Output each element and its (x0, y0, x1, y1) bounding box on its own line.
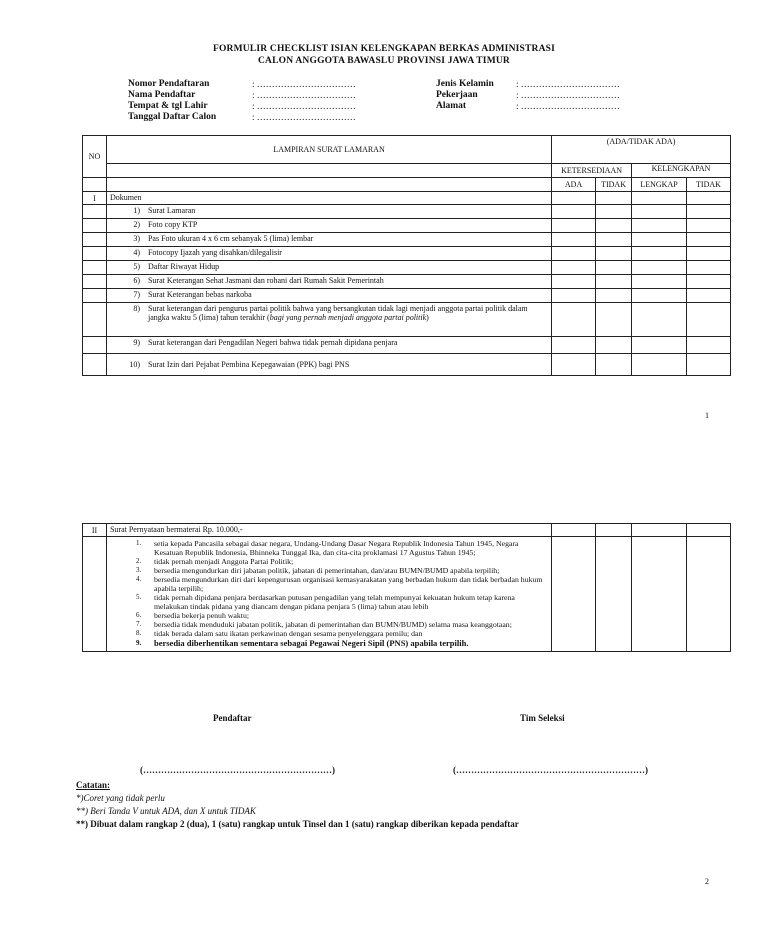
section-no: I (83, 192, 107, 205)
table-row (106, 261, 551, 275)
header-blank (106, 164, 551, 178)
header-no: NO (83, 136, 107, 178)
field-label: Nomor Pendaftaran (128, 79, 210, 89)
item-number: 5. (135, 593, 142, 601)
item-number: 6) (133, 276, 140, 285)
check-cell[interactable] (596, 192, 632, 205)
blank-cell (83, 354, 107, 376)
checklist-table-2 (82, 523, 731, 652)
signature-line-tim-seleksi[interactable]: (………………………………………………………) (453, 765, 648, 775)
blank-cell (83, 275, 107, 289)
list-item (136, 593, 548, 611)
item-number: 3) (133, 234, 140, 243)
item-number: 9. (135, 639, 142, 647)
blank-cell (83, 303, 107, 337)
header-lengkap: LENGKAP (632, 178, 687, 192)
header-ada: ADA (552, 178, 596, 192)
item-text: Surat Lamaran (147, 206, 196, 215)
check-cell[interactable] (552, 247, 596, 261)
item-text: Surat keterangan dari Pengadilan Negeri bahwa tidak pernah dipidana penjara (147, 338, 398, 347)
check-cell[interactable] (596, 233, 632, 247)
check-cell[interactable] (596, 219, 632, 233)
list-item (136, 611, 548, 620)
table-row (106, 289, 551, 303)
header-ketersediaan: KETERSEDIAAN (552, 164, 632, 178)
check-cell[interactable] (632, 192, 687, 205)
check-cell[interactable] (632, 275, 687, 289)
field-label: Nama Pendaftar (128, 90, 196, 100)
field-value[interactable]: : …………………………… (252, 90, 356, 100)
item-text: tidak pernah menjadi Anggota Partai Politik; (153, 557, 294, 566)
field-label: Tanggal Daftar Calon (128, 112, 217, 122)
item-text-end: ) (426, 313, 429, 322)
table-row (106, 275, 551, 289)
fields-right (436, 79, 620, 112)
item-text: Surat Izin dari Pejabat Pembina Kepegawaian (PPK) bagi PNS (147, 360, 350, 369)
check-cell[interactable] (552, 289, 596, 303)
check-cell[interactable] (552, 337, 596, 354)
check-cell[interactable] (632, 247, 687, 261)
page-number: 2 (705, 877, 709, 886)
check-cell[interactable] (552, 205, 596, 219)
check-cell[interactable] (552, 233, 596, 247)
check-cell[interactable] (552, 261, 596, 275)
check-cell[interactable] (552, 354, 596, 376)
item-text: bersedia mengundurkan diri jabatan politik, jabatan di pemerintahan, dan/atau BUMN/BUMD apabila terpilih; (153, 566, 500, 575)
blank-cell (83, 178, 107, 192)
item-text: setia kepada Pancasila sebagai dasar negara, Undang-Undang Dasar Negara Republik Indonesia Tahun 1945, Negara Kesatuan Republik Indonesia, Bhinneka Tunggal Ika, dan cita-cita proklamasi 17 Agustus Tahun 1945; (153, 539, 519, 557)
table-row (106, 205, 551, 219)
table-row (106, 303, 551, 337)
check-cell[interactable] (632, 337, 687, 354)
table-row (106, 337, 551, 354)
header-tidak: TIDAK (596, 178, 632, 192)
item-text: Fotocopy Ijazah yang disahkan/dilegalisir (147, 248, 282, 257)
field-value[interactable]: : …………………………… (516, 79, 620, 89)
field-value[interactable]: : …………………………… (516, 90, 620, 100)
check-cell[interactable] (552, 219, 596, 233)
check-cell[interactable] (596, 354, 632, 376)
check-cell[interactable] (596, 275, 632, 289)
check-cell[interactable] (552, 275, 596, 289)
check-cell[interactable] (687, 524, 731, 537)
field-value[interactable]: : …………………………… (516, 101, 620, 111)
check-cell[interactable] (596, 205, 632, 219)
statement-list (106, 537, 551, 652)
item-text: Foto copy KTP (147, 220, 198, 229)
signature-label-pendaftar: Pendaftar (213, 713, 252, 723)
check-cell[interactable] (596, 537, 632, 652)
fields-left (128, 79, 356, 123)
item-text: Daftar Riwayat Hidup (147, 262, 220, 271)
list-item (136, 629, 548, 638)
signature-line-pendaftar[interactable]: (………………………………………………………) (140, 765, 335, 775)
check-cell[interactable] (552, 524, 596, 537)
field-label: Tempat & tgl Lahir (128, 101, 208, 111)
item-number: 8. (135, 629, 142, 637)
blank-cell (106, 178, 551, 192)
check-cell[interactable] (632, 537, 687, 652)
item-text: tidak berada dalam satu ikatan perkawinan dengan sesama penyelenggara pemilu; dan (153, 629, 423, 638)
note-2: **) Beri Tanda V untuk ADA, dan X untuk TIDAK (76, 806, 256, 816)
field-value[interactable]: : …………………………… (252, 79, 356, 89)
item-text: Surat Keterangan bebas narkoba (147, 290, 252, 299)
check-cell[interactable] (687, 192, 731, 205)
checklist-table-1 (82, 135, 731, 376)
item-number: 7) (133, 290, 140, 299)
item-text-italic: bagi yang pernah menjadi anggota partai politik (269, 313, 427, 322)
check-cell[interactable] (596, 289, 632, 303)
table-row (106, 219, 551, 233)
item-number: 2. (135, 557, 142, 565)
check-cell[interactable] (687, 205, 731, 219)
list-item (136, 620, 548, 629)
header-lampiran: LAMPIRAN SURAT LAMARAN (106, 136, 551, 164)
notes-heading: Catatan: (76, 780, 110, 790)
item-text: Pas Foto ukuran 4 x 6 cm sebanyak 5 (lima) lembar (147, 234, 314, 243)
check-cell[interactable] (552, 303, 596, 337)
check-cell[interactable] (632, 303, 687, 337)
item-number: 7. (135, 620, 142, 628)
blank-cell (83, 219, 107, 233)
signature-label-tim-seleksi: Tim Seleksi (520, 713, 565, 723)
item-text: Surat keterangan dari pengurus partai politik bahwa yang bersangkutan tidak lagi menjadi anggota partai politik dalam jangka waktu 5 (lima) tahun terakhir ( (147, 304, 528, 322)
check-cell[interactable] (687, 337, 731, 354)
field-value[interactable]: : …………………………… (252, 101, 356, 111)
field-label: Jenis Kelamin (436, 79, 494, 89)
check-cell[interactable] (596, 524, 632, 537)
check-cell[interactable] (552, 192, 596, 205)
check-cell[interactable] (632, 524, 687, 537)
check-cell[interactable] (632, 219, 687, 233)
blank-cell (83, 247, 107, 261)
check-cell[interactable] (596, 247, 632, 261)
form-title: FORMULIR CHECKLIST ISIAN KELENGKAPAN BERKAS ADMINISTRASI (212, 44, 556, 54)
list-item (136, 575, 548, 593)
item-text: bersedia tidak menduduki jabatan politik, jabatan di pemerintahan dan BUMN/BUMD) selama masa keanggotaan; (153, 620, 512, 629)
check-cell[interactable] (687, 233, 731, 247)
page-number: 1 (705, 411, 709, 420)
item-text: bersedia mengundurkan diri dari kepengurusan organisasi kemasyarakatan yang berbadan hukum dan tidak berbadan hukum apabila terpilih; (153, 575, 543, 593)
blank-cell (83, 337, 107, 354)
table-row (106, 354, 551, 376)
note-1: *)Coret yang tidak perlu (76, 793, 165, 803)
item-number: 5) (133, 262, 140, 271)
form-subtitle: CALON ANGGOTA BAWASLU PROVINSI JAWA TIMUR (258, 56, 510, 66)
item-text: bersedia diberhentikan sementara sebagai Pegawai Negeri Sipil (PNS) apabila terpilih. (153, 638, 469, 648)
section-label: Surat Pernyataan bermaterai Rp. 10.000,- (106, 524, 551, 537)
check-cell[interactable] (687, 261, 731, 275)
check-cell[interactable] (596, 261, 632, 275)
item-number: 1) (133, 206, 140, 215)
check-cell[interactable] (687, 275, 731, 289)
check-cell[interactable] (632, 261, 687, 275)
check-cell[interactable] (552, 537, 596, 652)
note-3: **) Dibuat dalam rangkap 2 (dua), 1 (satu) rangkap untuk Tinsel dan 1 (satu) rangkap diberikan kepada pendaftar (76, 819, 519, 829)
list-item (136, 557, 548, 566)
field-label: Alamat (436, 101, 467, 111)
check-cell[interactable] (687, 303, 731, 337)
check-cell[interactable] (687, 537, 731, 652)
check-cell[interactable] (687, 247, 731, 261)
field-label: Pekerjaan (436, 90, 478, 100)
item-number: 4) (133, 248, 140, 257)
check-cell[interactable] (596, 337, 632, 354)
check-cell[interactable] (687, 354, 731, 376)
item-number: 4. (135, 575, 142, 583)
header-kelengkapan: KELENGKAPAN (632, 164, 731, 178)
blank-cell (83, 537, 107, 652)
item-text: bersedia bekerja penuh waktu; (153, 611, 250, 620)
header-tidak-lengkap: TIDAK (687, 178, 731, 192)
section-label: Dokumen (106, 192, 551, 205)
blank-cell (83, 289, 107, 303)
table-row (106, 247, 551, 261)
table-row (106, 233, 551, 247)
item-number: 9) (133, 338, 140, 347)
check-cell[interactable] (632, 233, 687, 247)
item-number: 2) (133, 220, 140, 229)
check-cell[interactable] (632, 289, 687, 303)
item-number: 1. (135, 539, 142, 547)
check-cell[interactable] (632, 205, 687, 219)
blank-cell (83, 261, 107, 275)
list-item (136, 539, 548, 557)
item-number: 6. (135, 611, 142, 619)
check-cell[interactable] (687, 289, 731, 303)
check-cell[interactable] (632, 354, 687, 376)
section-no: II (83, 524, 107, 537)
list-item (136, 566, 548, 575)
check-cell[interactable] (596, 303, 632, 337)
item-number: 10) (129, 360, 140, 369)
blank-cell (83, 205, 107, 219)
item-number: 8) (133, 304, 140, 313)
item-number: 3. (135, 566, 142, 574)
header-ada-tidak: (ADA/TIDAK ADA) (552, 136, 731, 164)
field-value[interactable]: : …………………………… (252, 112, 356, 122)
check-cell[interactable] (687, 219, 731, 233)
blank-cell (83, 233, 107, 247)
item-text: Surat Keterangan Sehat Jasmani dan rohani dari Rumah Sakit Pemerintah (147, 276, 384, 285)
item-text: tidak pernah dipidana penjara berdasarkan putusan pengadilan yang telah mempunyai kekuatan hukum tetap karena melakukan tindak pidana yang diancam dengan pidana penjara 5 (lima) tahun atau lebih (153, 593, 515, 611)
